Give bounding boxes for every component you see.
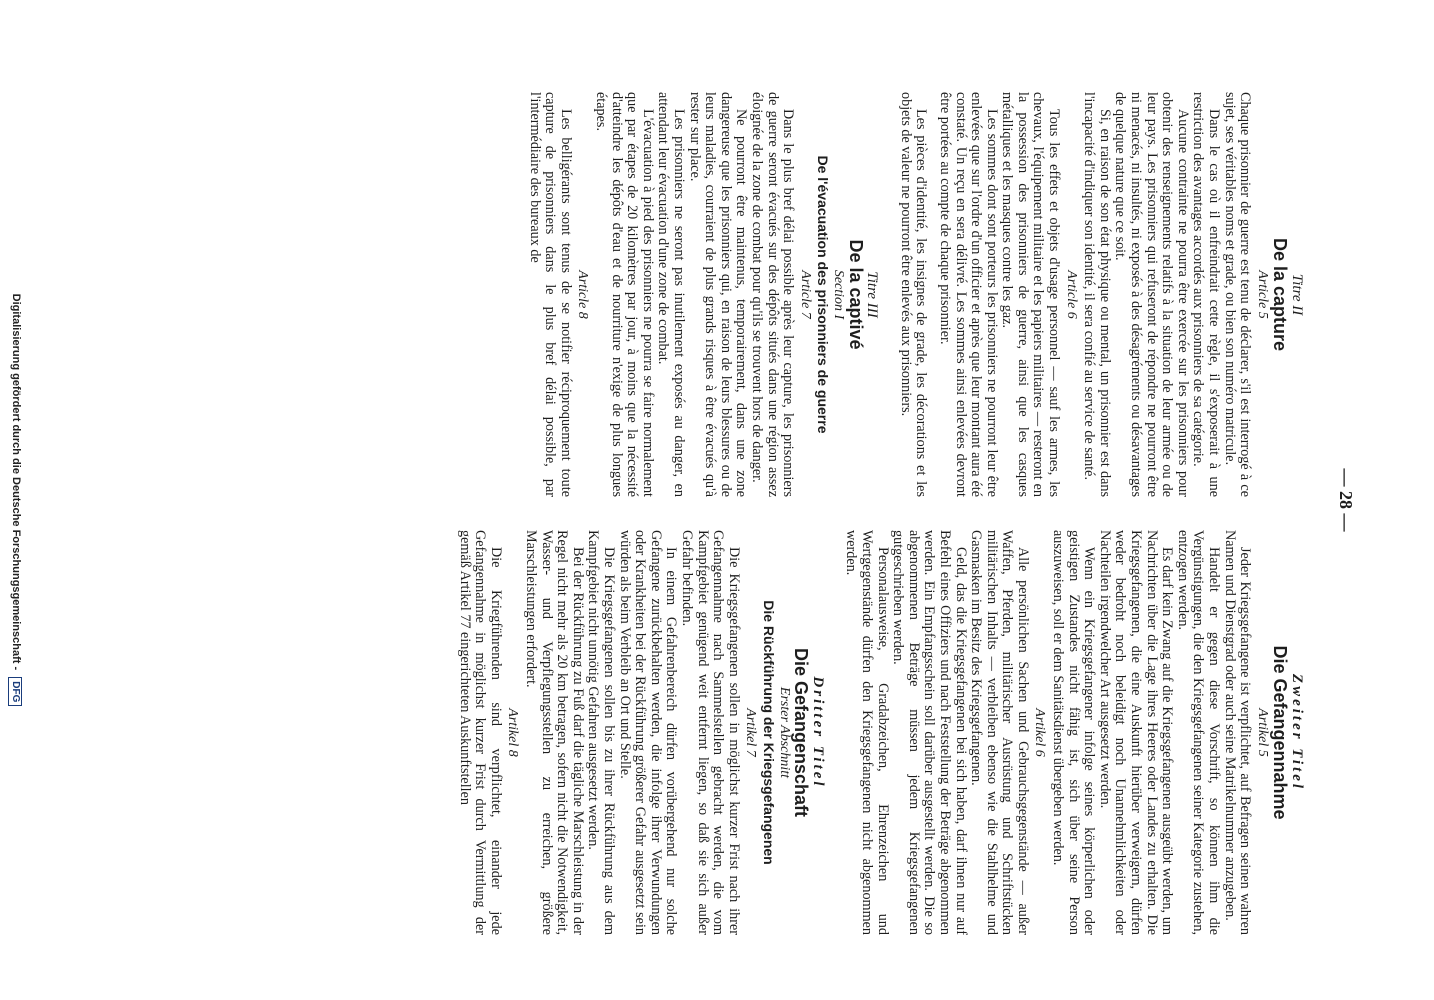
paragraph: Aucune contrainte ne pourra être exercée sur les prisonniers pour obtenir des renseignements relatifs à la situation de leur armée ou de leur pays. Les prisonniers qui refuseront de répondre ne pourront être ni menacés, ni insultés, ni exposés à des désagréments ou désavantages de quelque nature que ce soit.	[1112, 92, 1191, 497]
article-heading: Article 5	[1254, 270, 1270, 319]
article-heading: Article 7	[797, 270, 813, 319]
paragraph: Ne pourront être maintenus, temporairement, dans une zone dangereuse que les prisonniers qui, en raison de leurs blessures ou de leurs maladies, courraient de plus grands risques à être évacués qu'à rester sur place.	[686, 92, 750, 497]
paragraph: Les pièces d'identité, les insignes de grade, les décorations et les objets de valeur ne pourront être enlevés aux prisonniers.	[897, 92, 930, 497]
section-heading: Die Rückführung der Kriegsgefangenen	[761, 600, 777, 865]
paragraph: Es darf kein Zwang auf die Kriegsgefangenen ausgeübt werden, um Nachrichten über die Lage ihres Heeres oder Landes zu erhalten. Die Kriegsgefangenen, die eine Auskunft hierüber verweigern, dürfen weder bedroht noch beleidigt noch Unannehmlichkeiten oder Nachteilen irgendwelcher Art ausgesetzt werden.	[1096, 530, 1176, 935]
section-label: Erster Abschnitt	[776, 686, 792, 779]
german-column	[456, 530, 1304, 935]
paragraph: L'évacuation à pied des prisonniers ne pourra se faire normalement que par étapes de 20 kilomètres par jour, à moins que la nécessité d'atteindre les dépôts d'eau et de nourriture n'exige de plus longues étapes.	[593, 92, 656, 497]
title-label: Titre III	[864, 271, 881, 318]
article-heading: Artikel 7	[743, 708, 759, 757]
article-heading: Artikel 5	[1254, 708, 1270, 757]
paragraph: Die Kriegsgefangenen sollen in möglichst kurzer Frist nach ihrer Gefangennahme nach Sammelstellen gebracht werden, die vom Kampfgebiet genügend weit entfernt liegen, so daß sie sich außer Gefahr befinden.	[679, 530, 742, 935]
paragraph: Jeder Kriegsgefangene ist verpflichtet, auf Befragen seinen wahren Namen und Dienstgrad oder auch seine Matrikelnummer anzugeben.	[1221, 530, 1254, 935]
page-number: — 28 —	[1336, 468, 1356, 532]
title-heading: Die Gefangennahme	[1270, 645, 1291, 820]
title-heading: Die Gefangenschaft	[791, 647, 812, 818]
paragraph: Dans le plus bref délai possible après leur capture, les prisonniers de guerre seront évacués sur des dépôts situés dans une région assez éloignée de la zone de combat pour qu'ils se trouvent hors de danger.	[749, 92, 797, 497]
section-label: Section I	[830, 269, 846, 320]
paragraph: Alle persönlichen Sachen und Gebrauchsgegenstände — außer Waffen, Pferden, militärischer Ausrüstung und Schriftstücken militärischen Inhalts — verbleiben ebenso wie die Stahlhelme und Gasmasken im Besitz des Kriegsgefangenen.	[968, 530, 1031, 935]
paragraph: Geld, das die Kriegsgefangenen bei sich haben, darf ihnen nur auf Befehl eines Offiziers und nach Feststellung der Beträge abgenommen werden. Ein Empfangsschein soll darüber ausgestellt werden. Die so abgenommenen Beträge müssen jedem Kriegsgefangenen gutgeschrieben werden.	[890, 530, 969, 935]
paragraph: Dans le cas où il enfreindrait cette règle, il s'exposerait à une restriction des avantages accordés aux prisonniers de sa catégorie.	[1190, 92, 1223, 497]
paragraph: Les sommes dont sont porteurs les prisonniers ne pourront leur être enlevées que sur l'ordre d'un officier et après que leur montant aura été constaté. Un reçu en sera délivré. Les sommes ainsi enlevées devront être portées au compte de chaque prisonnier.	[936, 92, 1000, 497]
section-heading: De l'évacuation des prisonniers de guerre	[815, 155, 832, 434]
paragraph: Wenn ein Kriegsgefangener infolge seines körperlichen oder geistigen Zustandes nicht fähig ist, sich über seine Person auszuweisen, soll er dem Sanitätsdienst übergeben werden.	[1050, 530, 1098, 935]
digitization-note: Digitalisierung gefördert durch die Deutsche Forschungsgemeinschaft -	[10, 293, 22, 671]
title-label: Titre II	[1289, 273, 1305, 316]
title-label: Dritter Titel	[809, 676, 826, 789]
article-heading: Article 6	[1063, 270, 1079, 319]
paragraph: Personalausweise, Gradabzeichen, Ehrenzeichen und Wertgegenstände dürfen den Kriegsgefangenen nicht abgenommen werden.	[843, 530, 891, 935]
paragraph: Les prisonniers ne seront pas inutilement exposés au danger, en attendant leur évacuation d'une zone de combat.	[655, 92, 688, 497]
digitization-footer	[8, 0, 22, 1000]
paragraph: Die Kriegführenden sind verpflichtet, einander jede Gefangennahme in möglichst kurzer Frist durch Vermittlung der gemäß Artikel 77 eingerichteten Auskunftstellen	[456, 530, 504, 935]
dfg-logo: DFG	[8, 677, 22, 706]
article-heading: Artikel 6	[1032, 708, 1048, 757]
title-heading: De la captivé	[845, 239, 866, 350]
paragraph: Chaque prisonnier de guerre est tenu de déclarer, s'il est interrogé à ce sujet, ses véritables noms et grade, ou bien son numéro matricule.	[1221, 92, 1254, 497]
article-heading: Article 8	[575, 270, 591, 319]
french-column	[526, 92, 1304, 497]
title-label: Zweiter Titel	[1289, 673, 1305, 792]
title-heading: De la capture	[1270, 237, 1291, 352]
paragraph: Bei der Rückführung zu Fuß darf die tägliche Marschleistung in der Regel nicht mehr als 20 km betragen, sofern nicht die Notwendigkeit, Wasser- und Verpflegungsstellen zu erreichen, größere Marschleistungen erfordert.	[523, 530, 586, 935]
paragraph: In einem Gefahrenbereich dürfen vorübergehend nur solche Gefangene zurückbehalten werden, die infolge ihrer Verwundungen oder Krankheiten bei der Rückführung größerer Gefahr ausgesetzt sein würden als beim Verbleib an Ort und Stelle.	[616, 530, 680, 935]
paragraph: Si, en raison de son état physique ou mental, un prisonnier est dans l'incapacité d'indiquer son identité, il sera confié au service de santé.	[1081, 92, 1113, 497]
article-heading: Artikel 8	[505, 708, 521, 757]
paragraph: Les belligérants sont tenus de se notifier réciproquement toute capture de prisonniers dans le plus bref délai possible, par l'intermédiaire des bureaux de	[526, 92, 574, 497]
paragraph: Handelt er gegen diese Vorschrift, so können ihm die Vergünstigungen, die den Kriegsgefangenen seiner Kategorie zustehen, entzogen werden.	[1174, 530, 1223, 935]
paragraph: Die Kriegsgefangenen sollen bis zu ihrer Rückführung aus dem Kampfgebiet nicht unnötig Gefahren ausgesetzt werden.	[585, 530, 618, 935]
paragraph: Tous les effets et objets d'usage personnel — sauf les armes, les chevaux, l'équipement militaire et les papiers militaires — resteront en la possession des prisonniers de guerre, ainsi que les casques métalliques et les masques contre les gaz.	[999, 92, 1063, 497]
